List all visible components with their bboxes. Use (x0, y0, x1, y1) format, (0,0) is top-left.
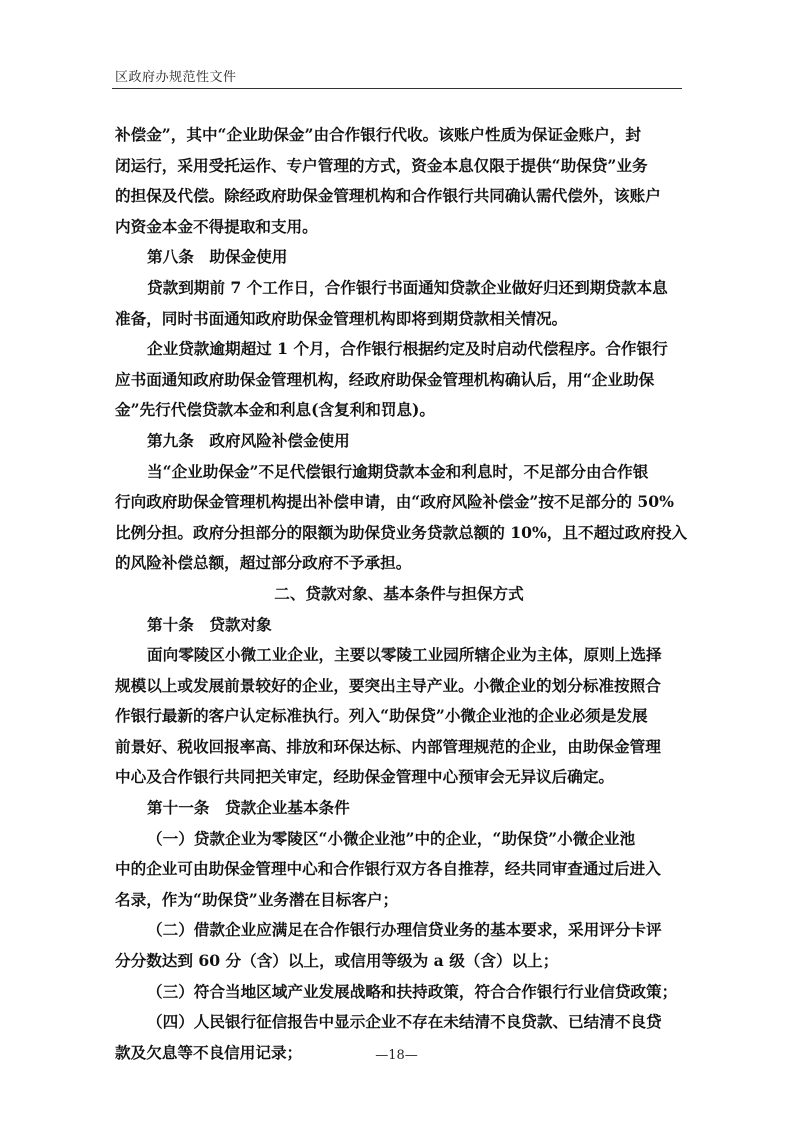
text-line: 的担保及代偿。除经政府助保金管理机构和合作银行共同确认需代偿外，该账户 (115, 186, 661, 206)
text-line: 中的企业可由助保金管理中心和合作银行双方各自推荐，经共同审查通过后进入 (115, 859, 661, 879)
text-line: （三）符合当地区域产业发展战略和扶持政策，符合合作银行行业信贷政策； (147, 981, 678, 1001)
text-line: （一）贷款企业为零陵区“小微企业池”中的企业，“助保贷”小微企业池 (147, 828, 636, 848)
text-line: 比例分担。政府分担部分的限额为助保贷业务贷款总额的 10%，且不超过政府投入 (115, 522, 688, 542)
text-line: 闭运行，采用受托运作、专户管理的方式，资金本息仅限于提供“助保贷”业务 (115, 155, 648, 175)
page-header: 区政府办规范性文件 (115, 70, 237, 85)
text-line: 中心及合作银行共同把关审定，经助保金管理中心预审会无异议后确定。 (115, 767, 615, 787)
text-line: 企业贷款逾期超过 1 个月，合作银行根据约定及时启动代偿程序。合作银行 (147, 339, 668, 359)
text-line: 分分数达到 60 分（含）以上，或信用等级为 a 级（含）以上； (115, 951, 559, 971)
text-line: 金”先行代偿贷款本金和利息(含复利和罚息)。 (115, 400, 436, 420)
page-number: —18— (375, 1048, 418, 1063)
text-line: （四）人民银行征信报告中显示企业不存在未结清不良贷款、已结清不良贷 (147, 1012, 662, 1032)
text-line: 第八条 助保金使用 (147, 247, 288, 267)
text-line: 第十一条 贷款企业基本条件 (147, 798, 350, 818)
text-line: 规模以上或发展前景较好的企业，要突出主导产业。小微企业的划分标准按照合 (115, 675, 661, 695)
text-line: 补偿金”，其中“企业助保金”由合作银行代收。该账户性质为保证金账户，封 (115, 125, 641, 144)
text-line: （二）借款企业应满足在合作银行办理信贷业务的基本要求，采用评分卡评 (147, 920, 662, 940)
text-line: 准备，同时书面通知政府助保金管理机构即将到期贷款相关情况。 (115, 308, 568, 328)
text-line: 行向政府助保金管理机构提出补偿申请，由“政府风险补偿金”按不足部分的 50% (115, 492, 674, 512)
text-line: 款及欠息等不良信用记录； (115, 1042, 303, 1062)
text-line: 第十条 贷款对象 (147, 614, 272, 634)
text-line: 贷款到期前 7 个工作日，合作银行书面通知贷款企业做好归还到期贷款本息 (147, 277, 668, 297)
text-line: 内资金本金不得提取和支用。 (115, 216, 318, 236)
header-rule (112, 88, 682, 89)
text-line: 名录，作为“助保贷”业务潜在目标客户； (115, 889, 399, 909)
document-body (115, 120, 688, 1068)
text-line: 应书面通知政府助保金管理机构，经政府助保金管理机构确认后，用“企业助保 (115, 369, 655, 389)
text-line: 的风险补偿总额，超过部分政府不予承担。 (115, 553, 412, 573)
text-line: 前景好、税收回报率高、排放和环保达标、内部管理规范的企业，由助保金管理 (115, 736, 661, 756)
section-heading: 二、贷款对象、基本条件与担保方式 (274, 583, 524, 603)
text-line: 当“企业助保金”不足代偿银行逾期贷款本金和利息时，不足部分由合作银 (147, 461, 649, 481)
text-line: 作银行最新的客户认定标准执行。列入“助保贷”小微企业池的企业必须是发展 (115, 706, 648, 726)
text-line: 面向零陵区小微工业企业，主要以零陵工业园所辖企业为主体，原则上选择 (147, 645, 662, 665)
text-line: 第九条 政府风险补偿金使用 (147, 430, 350, 450)
